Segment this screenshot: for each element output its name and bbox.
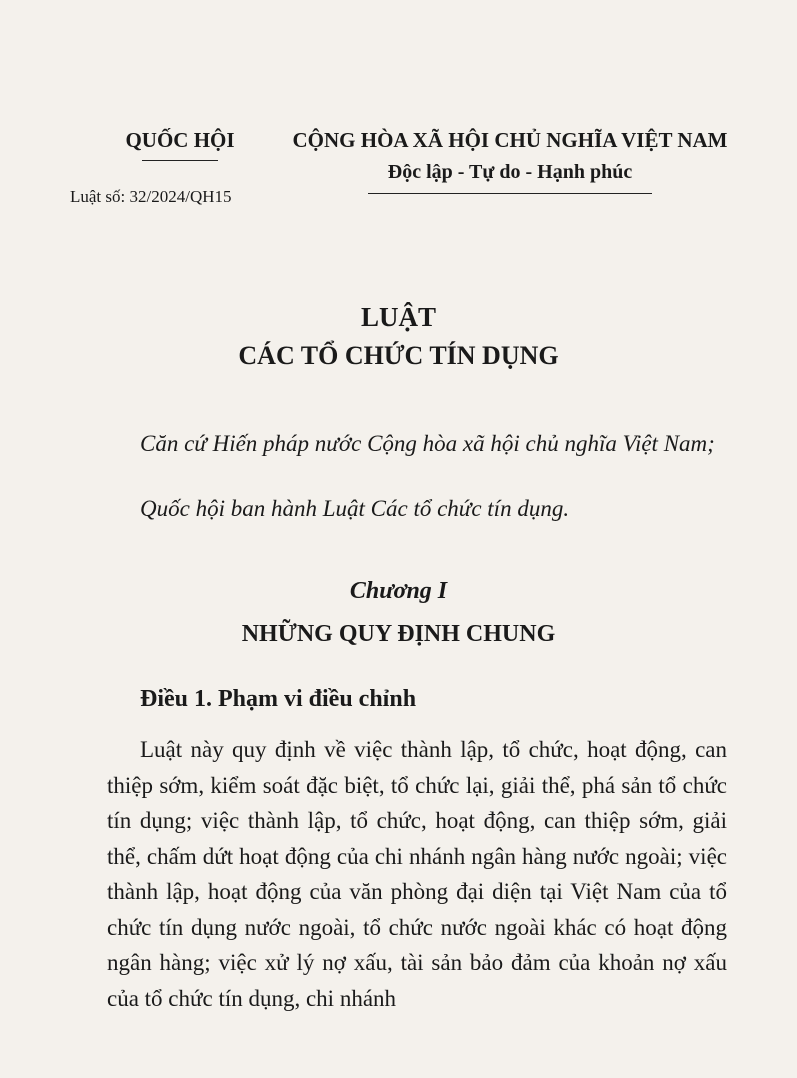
issuer-underline <box>142 160 218 161</box>
document-type: LUẬT <box>360 302 436 332</box>
article-body: Luật này quy định về việc thành lập, tổ chức, hoạt động, can thiệp sớm, kiểm soát đặc biệt, tổ chức lại, giải thể, phá sản tổ chức tín dụng; việc thành lập, tổ chức, hoạt động, can thiệp sớm, giải thể, chấm dứt hoạt động của chi nhánh ngân hàng nước ngoài; việc thành lập, hoạt động của văn phòng đại diện tại Việt Nam của tổ chức tín dụng nước ngoài, tổ chức nước ngoài khác có hoạt động ngân hàng; việc xử lý nợ xấu, tài sản bảo đảm của khoản nợ xấu của tổ chức tín dụng, chi nhánh <box>107 737 727 1011</box>
law-number: Luật số: 32/2024/QH15 <box>70 187 232 206</box>
national-motto: Độc lập - Tự do - Hạnh phúc <box>387 161 633 183</box>
preamble-line-2: Quốc hội ban hành Luật Các tổ chức tín dụng. <box>140 496 570 521</box>
issuer-name: QUỐC HỘI <box>125 128 235 152</box>
preamble-line-1: Căn cứ Hiến pháp nước Cộng hòa xã hội chủ nghĩa Việt Nam; <box>140 431 715 456</box>
nation-name: CỘNG HÒA XÃ HỘI CHỦ NGHĨA VIỆT NAM <box>292 128 728 152</box>
chapter-number: Chương I <box>349 578 448 604</box>
document-title: CÁC TỔ CHỨC TÍN DỤNG <box>238 341 559 370</box>
chapter-title: NHỮNG QUY ĐỊNH CHUNG <box>241 621 556 647</box>
motto-underline <box>368 193 652 194</box>
article-heading: Điều 1. Phạm vi điều chỉnh <box>140 686 417 712</box>
